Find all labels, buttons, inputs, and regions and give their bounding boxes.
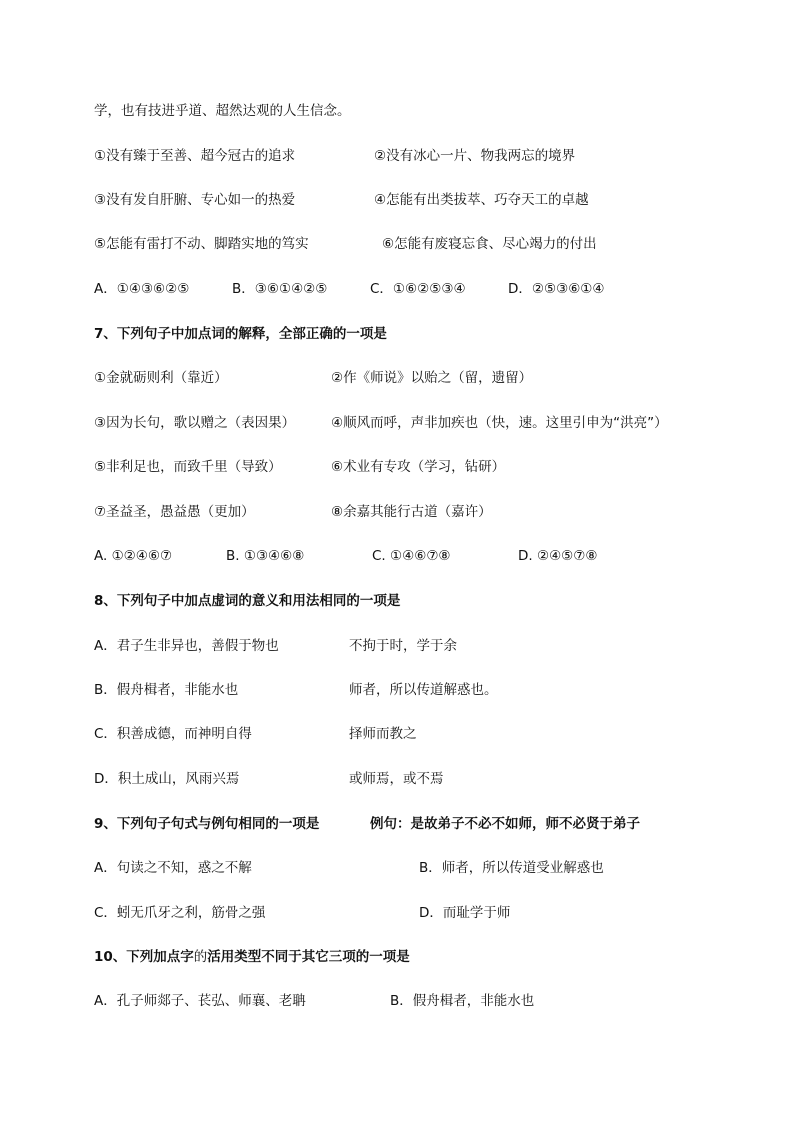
q6-item: ⑤怎能有雷打不动、脚踏实地的笃实 — [94, 236, 309, 252]
q6-item-row — [94, 191, 589, 209]
q10-options-row — [94, 992, 535, 1010]
q7-option-b: B. ①③④⑥⑧ — [226, 548, 305, 564]
q6-option-c: C．①⑥②⑤③④ — [370, 281, 466, 297]
q6-item: ③没有发自肝腑、专心如一的热爱 — [94, 192, 296, 208]
q7-option-c: C. ①④⑥⑦⑧ — [372, 548, 451, 564]
q7-item: ①金就砺则利（靠近） — [94, 370, 228, 386]
q7-item: ⑧余嘉其能行古道（嘉许） — [331, 504, 492, 520]
q8-title: 8、下列句子中加点虚词的意义和用法相同的一项是 — [94, 593, 401, 609]
q8-option-left: B．假舟楫者，非能水也 — [94, 682, 239, 698]
q6-item: ②没有冰心一片、物我两忘的境界 — [374, 148, 576, 164]
q7-title: 7、下列句子中加点词的解释，全部正确的一项是 — [94, 326, 387, 342]
q9-title-row — [94, 815, 640, 833]
q9-option-c: C．蚓无爪牙之利，筋骨之强 — [94, 905, 266, 921]
q9-option-a: A．句读之不知，惑之不解 — [94, 860, 252, 876]
q10-title — [94, 948, 410, 966]
q7-item-row — [94, 458, 506, 476]
q7-item: ⑤非利足也，而致千里（导致） — [94, 459, 282, 475]
q6-item: ④怎能有出类拔萃、巧夺天工的卓越 — [374, 192, 589, 208]
q10-title-part: 的 — [193, 949, 208, 965]
q8-row — [94, 637, 457, 655]
q7-item: ⑦圣益圣，愚益愚（更加） — [94, 504, 255, 520]
q7-item: ②作《师说》以贻之（留，遗留） — [331, 370, 533, 386]
q7-item: ④顺风而呼，声非加疾也（快，速。这里引申为“洪亮”） — [331, 415, 668, 431]
q9-title: 9、下列句子句式与例句相同的一项是 — [94, 816, 320, 832]
q6-item-row — [94, 235, 597, 253]
q6-option-a: A．①④③⑥②⑤ — [94, 281, 190, 297]
q8-option-left: C．积善成德，而神明自得 — [94, 726, 252, 742]
intro-line: 学，也有技进乎道、超然达观的人生信念。 — [94, 103, 351, 119]
q7-item: ⑥术业有专攻（学习，钻研） — [331, 459, 506, 475]
q9-options-row — [94, 859, 604, 877]
q10-option-a: A．孔子师郯子、苌弘、师襄、老聃 — [94, 993, 306, 1009]
q10-title-part: 活用类型不同于其它三项的一项是 — [207, 949, 410, 965]
q8-row — [94, 725, 417, 743]
q7-item-row — [94, 503, 492, 521]
q8-option-right: 师者，所以传道解惑也。 — [349, 682, 498, 698]
q6-item: ①没有臻于至善、超今冠古的追求 — [94, 148, 296, 164]
q7-item-row — [94, 414, 668, 432]
q6-item-row — [94, 147, 576, 165]
q6-item: ⑥怎能有废寝忘食、尽心竭力的付出 — [382, 236, 597, 252]
q9-example: 例句：是故弟子不必不如师，师不必贤于弟子 — [370, 816, 640, 832]
q8-option-left: A．君子生非异也，善假于物也 — [94, 638, 279, 654]
q7-option-a: A. ①②④⑥⑦ — [94, 548, 173, 564]
q7-option-d: D. ②④⑤⑦⑧ — [518, 548, 598, 564]
q9-options-row — [94, 904, 511, 922]
q8-row — [94, 681, 498, 699]
q9-option-b: B．师者，所以传道受业解惑也 — [419, 860, 604, 876]
q7-item-row — [94, 369, 533, 387]
q6-option-d: D．②⑤③⑥①④ — [508, 281, 605, 297]
q8-row — [94, 770, 444, 788]
q7-options — [94, 547, 598, 565]
q7-item: ③因为长句，歌以赠之（表因果） — [94, 415, 296, 431]
q8-option-right: 不拘于时，学于余 — [349, 638, 457, 654]
q10-title-part: 10、下列加点字 — [94, 949, 194, 965]
q8-option-right: 择师而教之 — [349, 726, 417, 742]
q6-option-b: B．③⑥①④②⑤ — [232, 281, 328, 297]
q10-option-b: B．假舟楫者，非能水也 — [390, 993, 535, 1009]
q9-option-d: D．而耻学于师 — [419, 905, 511, 921]
q8-option-left: D．积土成山，风雨兴焉 — [94, 771, 240, 787]
q8-option-right: 或师焉，或不焉 — [349, 771, 444, 787]
q6-options — [94, 280, 605, 298]
